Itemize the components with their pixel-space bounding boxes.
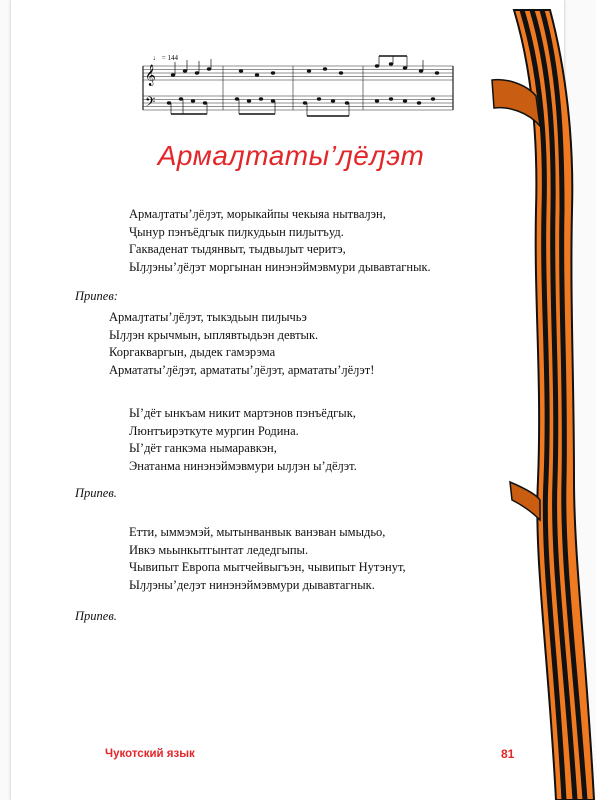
verse-line: Люнтъирэткуте мургин Родина. — [129, 423, 299, 438]
sheet-music-score — [133, 48, 455, 128]
refrain-label: Припев. — [75, 609, 117, 623]
verse-line: Гакваденат тыдянвыт, тыдвыԓыт черитэ, — [129, 242, 346, 256]
verse-line: Ҷынур пэнъёдгык пиԓкудьын пиԓытъуд. — [129, 224, 344, 239]
refrain — [109, 309, 374, 379]
verse-3 — [129, 524, 406, 594]
song-title: Армаԓтаты’ԓёԓэт — [157, 140, 425, 171]
refrain-label: Припев: — [75, 289, 118, 303]
refrain-line: Коргакваргын, дыдек гамэрэма — [109, 345, 276, 359]
svg-text:𝄞: 𝄞 — [145, 65, 156, 86]
svg-text:𝄢: 𝄢 — [145, 94, 156, 113]
verse-line: Энатанма нинэнэймэвмури ыԓԓэн ы’дёԓэт. — [129, 458, 357, 473]
st-george-ribbon — [470, 0, 596, 800]
verse-2 — [129, 405, 357, 475]
verse-line: Етти, ыммэмэй, мытынванвык ванэван ымыдьо, — [129, 525, 386, 539]
verse-line: Ивкэ мьынкытгынтат ледедгыпы. — [129, 542, 309, 557]
refrain-line: Армаԓтаты’ԓёԓэт, тыкэдьын пиԓычьэ — [109, 310, 307, 324]
footer-language: Чукотский язык — [105, 748, 195, 760]
verse-line: Ы’дёт ынкъам никит мартэнов пэнъёдгык, — [129, 406, 356, 420]
verse-line: Ыԓԓэны’ԓёԓэт моргынан нинэнэймэвмури дывавтагнык. — [129, 259, 431, 274]
verse-1 — [129, 206, 431, 276]
page-number: 81 — [501, 747, 515, 761]
verse-line: Ы’дёт ганкэма нымаравкэн, — [129, 441, 277, 455]
refrain-line: Армататы’ԓёԓэт, армататы’ԓёԓэт, армататы’ԓёԓэт! — [109, 362, 375, 377]
verse-line: Армаԓтаты’ԓёԓэт, морыкайпы чекыяа нытваԓэн, — [129, 207, 386, 221]
refrain-label: Припев. — [75, 486, 117, 500]
verse-line: Чывипыт Европа мытчейвыгъэн, чывипыт Нутэнут, — [129, 560, 406, 574]
verse-line: Ыԓԓэны’деԓэт нинэнэймэвмури дывавтагнык. — [129, 577, 375, 592]
tempo-marking: ♩ = 144 — [153, 54, 178, 62]
refrain-line: Ыԓԓэн крычмын, ыплявтыдьэн девтык. — [109, 327, 319, 342]
